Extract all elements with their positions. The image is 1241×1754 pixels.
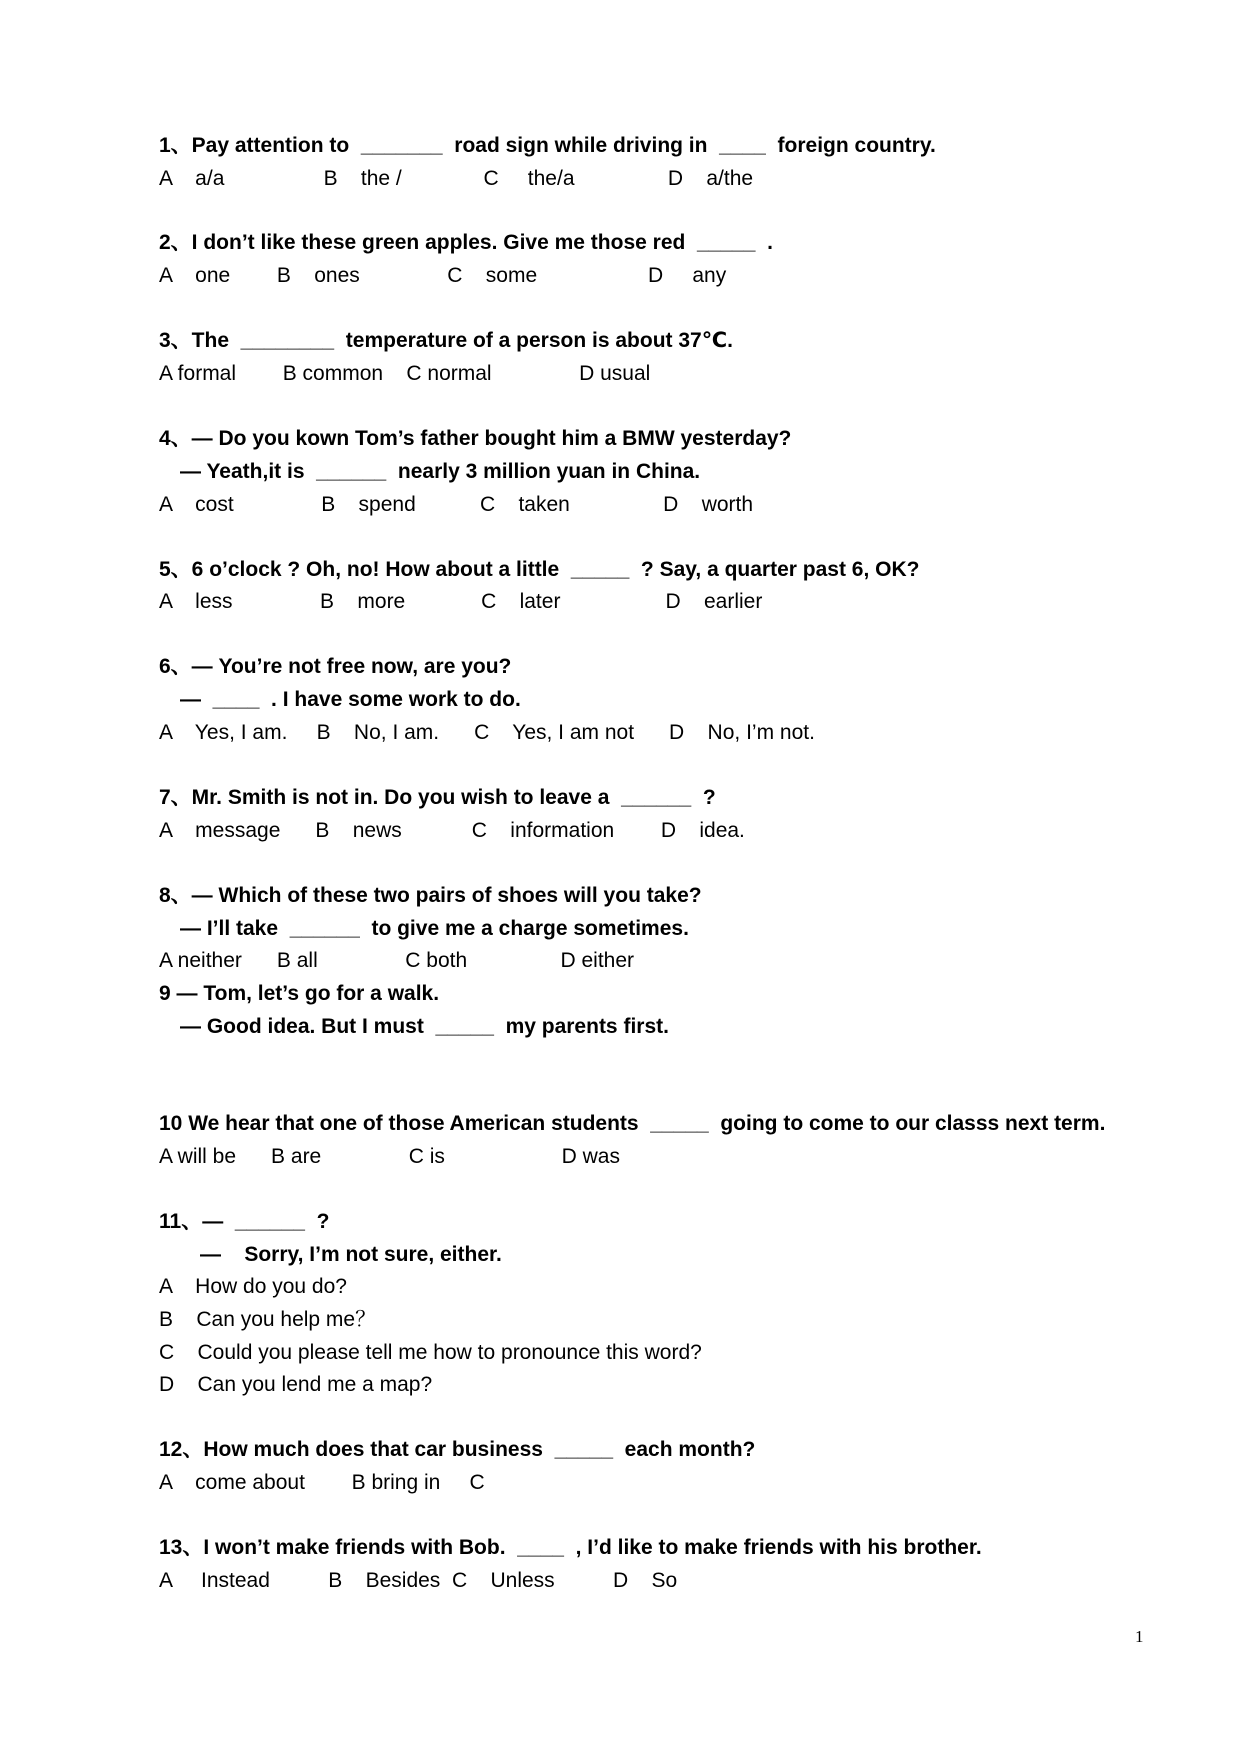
question-11: 11、— ______ ? bbox=[159, 1210, 330, 1233]
question-4: 4、— Do you kown Tom’s father bought him a BMW yesterday? bbox=[159, 427, 792, 450]
question-1: 1、Pay attention to _______ road sign while driving in ____ foreign country. bbox=[159, 134, 936, 157]
options-10: A will be B are C is D was bbox=[159, 1145, 620, 1168]
question-11-reply: — Sorry, I’m not sure, either. bbox=[200, 1243, 502, 1266]
question-4-reply: — Yeath,it is ______ nearly 3 million yuan in China. bbox=[180, 460, 701, 483]
page-number: 1 bbox=[1135, 1627, 1144, 1646]
question-6-reply: — ____ . I have some work to do. bbox=[180, 688, 521, 711]
options-7: A message B news C information D idea. bbox=[159, 819, 745, 842]
option-11-d: D Can you lend me a map? bbox=[159, 1373, 433, 1396]
question-2: 2、I don’t like these green apples. Give me those red _____ . bbox=[159, 231, 773, 254]
options-12: A come about B bring in C bbox=[159, 1471, 485, 1494]
question-5: 5、6 o’clock ? Oh, no! How about a little _____ ? Say, a quarter past 6, OK? bbox=[159, 558, 920, 581]
options-6: A Yes, I am. B No, I am. C Yes, I am not D No, I’m not. bbox=[159, 721, 815, 744]
question-7: 7、Mr. Smith is not in. Do you wish to leave a ______ ? bbox=[159, 786, 716, 809]
options-5: A less B more C later D earlier bbox=[159, 590, 763, 613]
question-12: 12、How much does that car business _____ each month? bbox=[159, 1438, 756, 1461]
question-3: 3、The ________ temperature of a person is about 37℃. bbox=[159, 329, 733, 352]
option-11-b: B Can you help me？ bbox=[159, 1308, 377, 1331]
question-9: 9 — Tom, let’s go for a walk. bbox=[159, 982, 440, 1005]
options-8: A neither B all C both D either bbox=[159, 949, 635, 972]
options-13: A Instead B Besides C Unless D So bbox=[159, 1569, 678, 1592]
option-11-c: C Could you please tell me how to pronounce this word? bbox=[159, 1341, 702, 1364]
question-6: 6、— You’re not free now, are you? bbox=[159, 655, 512, 678]
question-8-reply: — I’ll take ______ to give me a charge sometimes. bbox=[180, 917, 689, 940]
question-13: 13、I won’t make friends with Bob. ____ , I’d like to make friends with his brother. bbox=[159, 1536, 982, 1559]
question-9-reply: — Good idea. But I must _____ my parents first. bbox=[180, 1015, 669, 1038]
question-10: 10 We hear that one of those American students _____ going to come to our classs next term. bbox=[159, 1112, 1106, 1135]
options-1: A a/a B the / C the/a D a/the bbox=[159, 167, 754, 190]
options-4: A cost B spend C taken D worth bbox=[159, 493, 754, 516]
options-3: A formal B common C normal D usual bbox=[159, 362, 651, 385]
question-8: 8、— Which of these two pairs of shoes will you take? bbox=[159, 884, 702, 907]
option-11-a: A How do you do? bbox=[159, 1275, 347, 1298]
options-2: A one B ones C some D any bbox=[159, 264, 727, 287]
